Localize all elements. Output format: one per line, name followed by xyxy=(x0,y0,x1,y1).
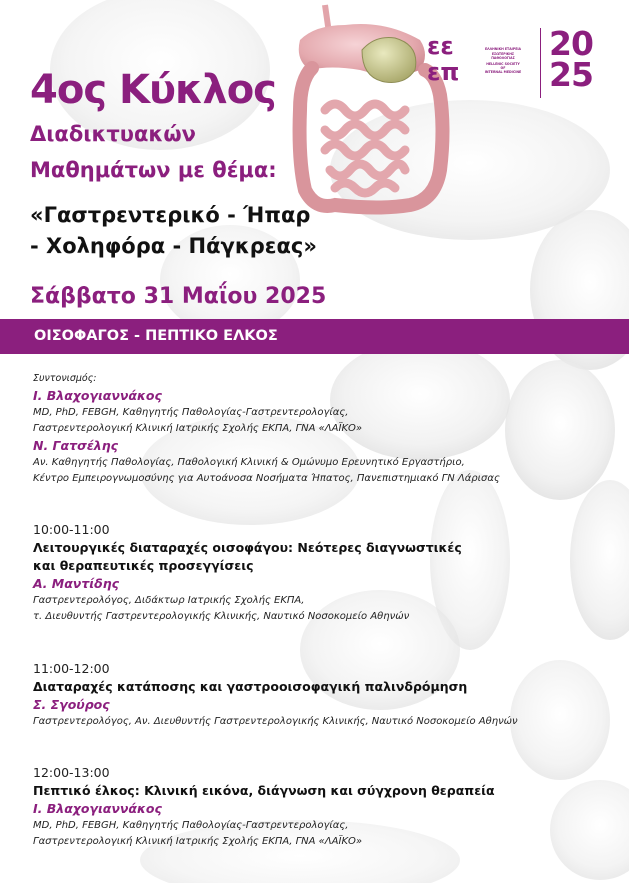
society-logo-text: ΕΛΛΗΝΙΚΗ ΕΤΑΙΡΕΙΑ ΕΣΩΤΕΡΙΚΗΣ ΠΑΘΟΛΟΓΙΑΣ HELLENIC SOCIETY OF INTERNAL MEDICINE xyxy=(484,47,522,75)
speaker-affiliation: MD, PhD, FEBGH, Καθηγητής Παθολογίας-Γαστρεντερολογίας, xyxy=(33,820,349,831)
session-title: Διαταραχές κατάποσης και γαστροοισοφαγική παλινδρόμηση xyxy=(33,679,468,694)
coordinator-affiliation: Κέντρο Εμπειρογνωμοσύνης για Αυτοάνοσα Νοσήματα Ήπατος, Πανεπιστημιακό ΓΝ Λάρισας xyxy=(33,473,500,484)
session-title: και θεραπευτικές προσεγγίσεις xyxy=(33,558,254,573)
event-date: Σάββατο 31 Μαΐου 2025 xyxy=(30,284,327,309)
bg-shape xyxy=(510,660,610,780)
year-logo xyxy=(540,24,602,98)
coordinator-affiliation: Γαστρεντερολογική Κλινική Ιατρικής Σχολής ΕΚΠΑ, ΓΝΑ «ΛΑΪΚΟ» xyxy=(33,423,363,434)
session-speaker: Ι. Βλαχογιαννάκος xyxy=(33,801,162,816)
coordinator-name: Ι. Βλαχογιαννάκος xyxy=(33,388,162,403)
event-title-line2: Διαδικτυακών xyxy=(30,122,196,146)
speaker-affiliation: Γαστρεντερολόγος, Διδάκτωρ Ιατρικής Σχολής ΕΚΠΑ, xyxy=(33,595,305,606)
society-logo-top: εε xyxy=(427,32,454,60)
speaker-affiliation: τ. Διευθυντής Γαστρεντερολογικής Κλινικής, Ναυτικό Νοσοκομείο Αθηνών xyxy=(33,611,410,622)
session-title: Λειτουργικές διαταραχές οισοφάγου: Νεότερες διαγνωστικές xyxy=(33,540,462,555)
society-logo-bottom: επ xyxy=(427,58,460,86)
speaker-affiliation: Γαστρεντερολογική Κλινική Ιατρικής Σχολής ΕΚΠΑ, ΓΝΑ «ΛΑΪΚΟ» xyxy=(33,836,363,847)
year-logo-top: 20 xyxy=(549,24,593,63)
session-banner: ΟΙΣΟΦΑΓΟΣ - ΠΕΠΤΙΚΟ ΕΛΚΟΣ xyxy=(0,319,629,354)
event-title xyxy=(30,67,350,188)
speaker-affiliation: Γαστρεντερολόγος, Αν. Διευθυντής Γαστρεντερολογικής Κλινικής, Ναυτικό Νοσοκομείο Αθηνών xyxy=(33,716,518,727)
session-time: 11:00-12:00 xyxy=(33,661,110,676)
event-title-line1: 4ος Κύκλος xyxy=(30,67,276,113)
bg-shape xyxy=(505,360,615,500)
session-item xyxy=(33,764,495,850)
session-item xyxy=(33,521,462,625)
session-speaker: Σ. Σγούρος xyxy=(33,697,110,712)
coordination-label: Συντονισμός: xyxy=(33,373,97,384)
session-time: 12:00-13:00 xyxy=(33,765,110,780)
session-title: Πεπτικό έλκος: Κλινική εικόνα, διάγνωση και σύγχρονη θεραπεία xyxy=(33,783,495,798)
session-time: 10:00-11:00 xyxy=(33,522,110,537)
coordinator-affiliation: MD, PhD, FEBGH, Καθηγητής Παθολογίας-Γαστρεντερολογίας, xyxy=(33,407,349,418)
event-title-line3: Μαθημάτων με θέμα: xyxy=(30,158,277,182)
society-logo-mark xyxy=(427,34,477,88)
session-item xyxy=(33,660,518,730)
bg-shape xyxy=(570,480,629,640)
year-logo-bottom: 25 xyxy=(549,55,593,94)
event-subtitle: «Γαστρεντερικό - Ήπαρ - Χοληφόρα - Πάγκρεας» xyxy=(30,203,317,258)
coordinator-affiliation: Αν. Καθηγητής Παθολογίας, Παθολογική Κλινική & Ομώνυμο Ερευνητικό Εργαστήριο, xyxy=(33,457,465,468)
session-speaker: Α. Μαντίδης xyxy=(33,576,120,591)
bg-shape xyxy=(550,780,629,880)
society-logo xyxy=(427,30,532,92)
coordinator-name: Ν. Γατσέλης xyxy=(33,438,119,453)
coordination-section xyxy=(33,371,500,487)
